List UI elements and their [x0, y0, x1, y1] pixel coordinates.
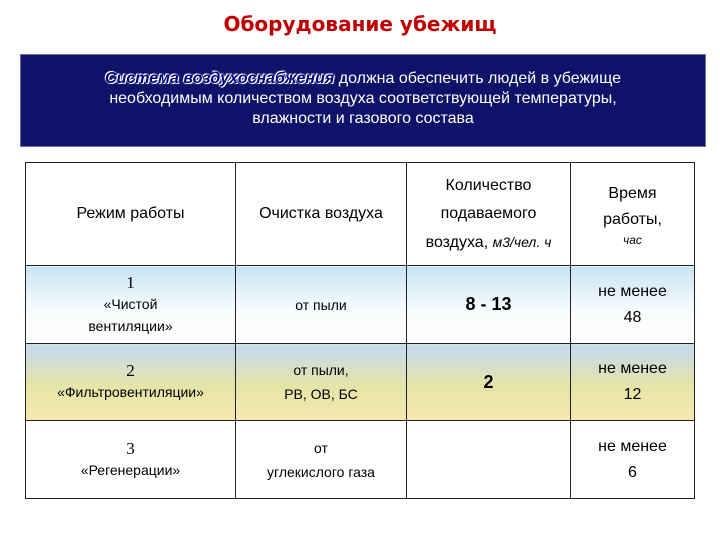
time-cell: не менее 48 — [571, 266, 695, 344]
table-row — [26, 344, 695, 421]
header-mode: Режим работы — [26, 163, 236, 266]
time-cell: не менее 12 — [571, 344, 695, 421]
cleaning-cell: от пыли — [236, 266, 407, 344]
table-header-row — [26, 163, 695, 266]
header-cleaning: Очистка воздуха — [236, 163, 407, 266]
banner-line-3: влажности и газового состава — [252, 110, 474, 127]
cleaning-cell: от углекислого газа — [236, 421, 407, 499]
info-banner — [20, 54, 706, 147]
time-cell: не менее 6 — [571, 421, 695, 499]
table-row — [26, 266, 695, 344]
mode-cell: 3 «Регенерации» — [26, 421, 236, 499]
page-title: Оборудование убежищ — [223, 12, 497, 36]
header-quantity: Количество подаваемого воздуха, м3/чел. ч — [407, 163, 571, 266]
banner-highlight: Система воздухоснабжения — [105, 70, 335, 87]
quantity-cell — [407, 421, 571, 499]
mode-cell: 2 «Фильтровентиляции» — [26, 344, 236, 421]
shelter-ventilation-table — [25, 162, 695, 499]
mode-cell: 1 «Чистой вентиляции» — [26, 266, 236, 344]
table-row — [26, 421, 695, 499]
banner-line-1-text: должна обеспечить людей в убежище — [334, 70, 621, 87]
banner-line-1 — [21, 69, 705, 89]
cleaning-cell: от пыли, РВ, ОВ, БС — [236, 344, 407, 421]
banner-line-2: необходимым количеством воздуха соответствующей температуры, — [109, 90, 617, 107]
quantity-cell: 8 - 13 — [407, 266, 571, 344]
header-time: Время работы, час — [571, 163, 695, 266]
quantity-cell: 2 — [407, 344, 571, 421]
